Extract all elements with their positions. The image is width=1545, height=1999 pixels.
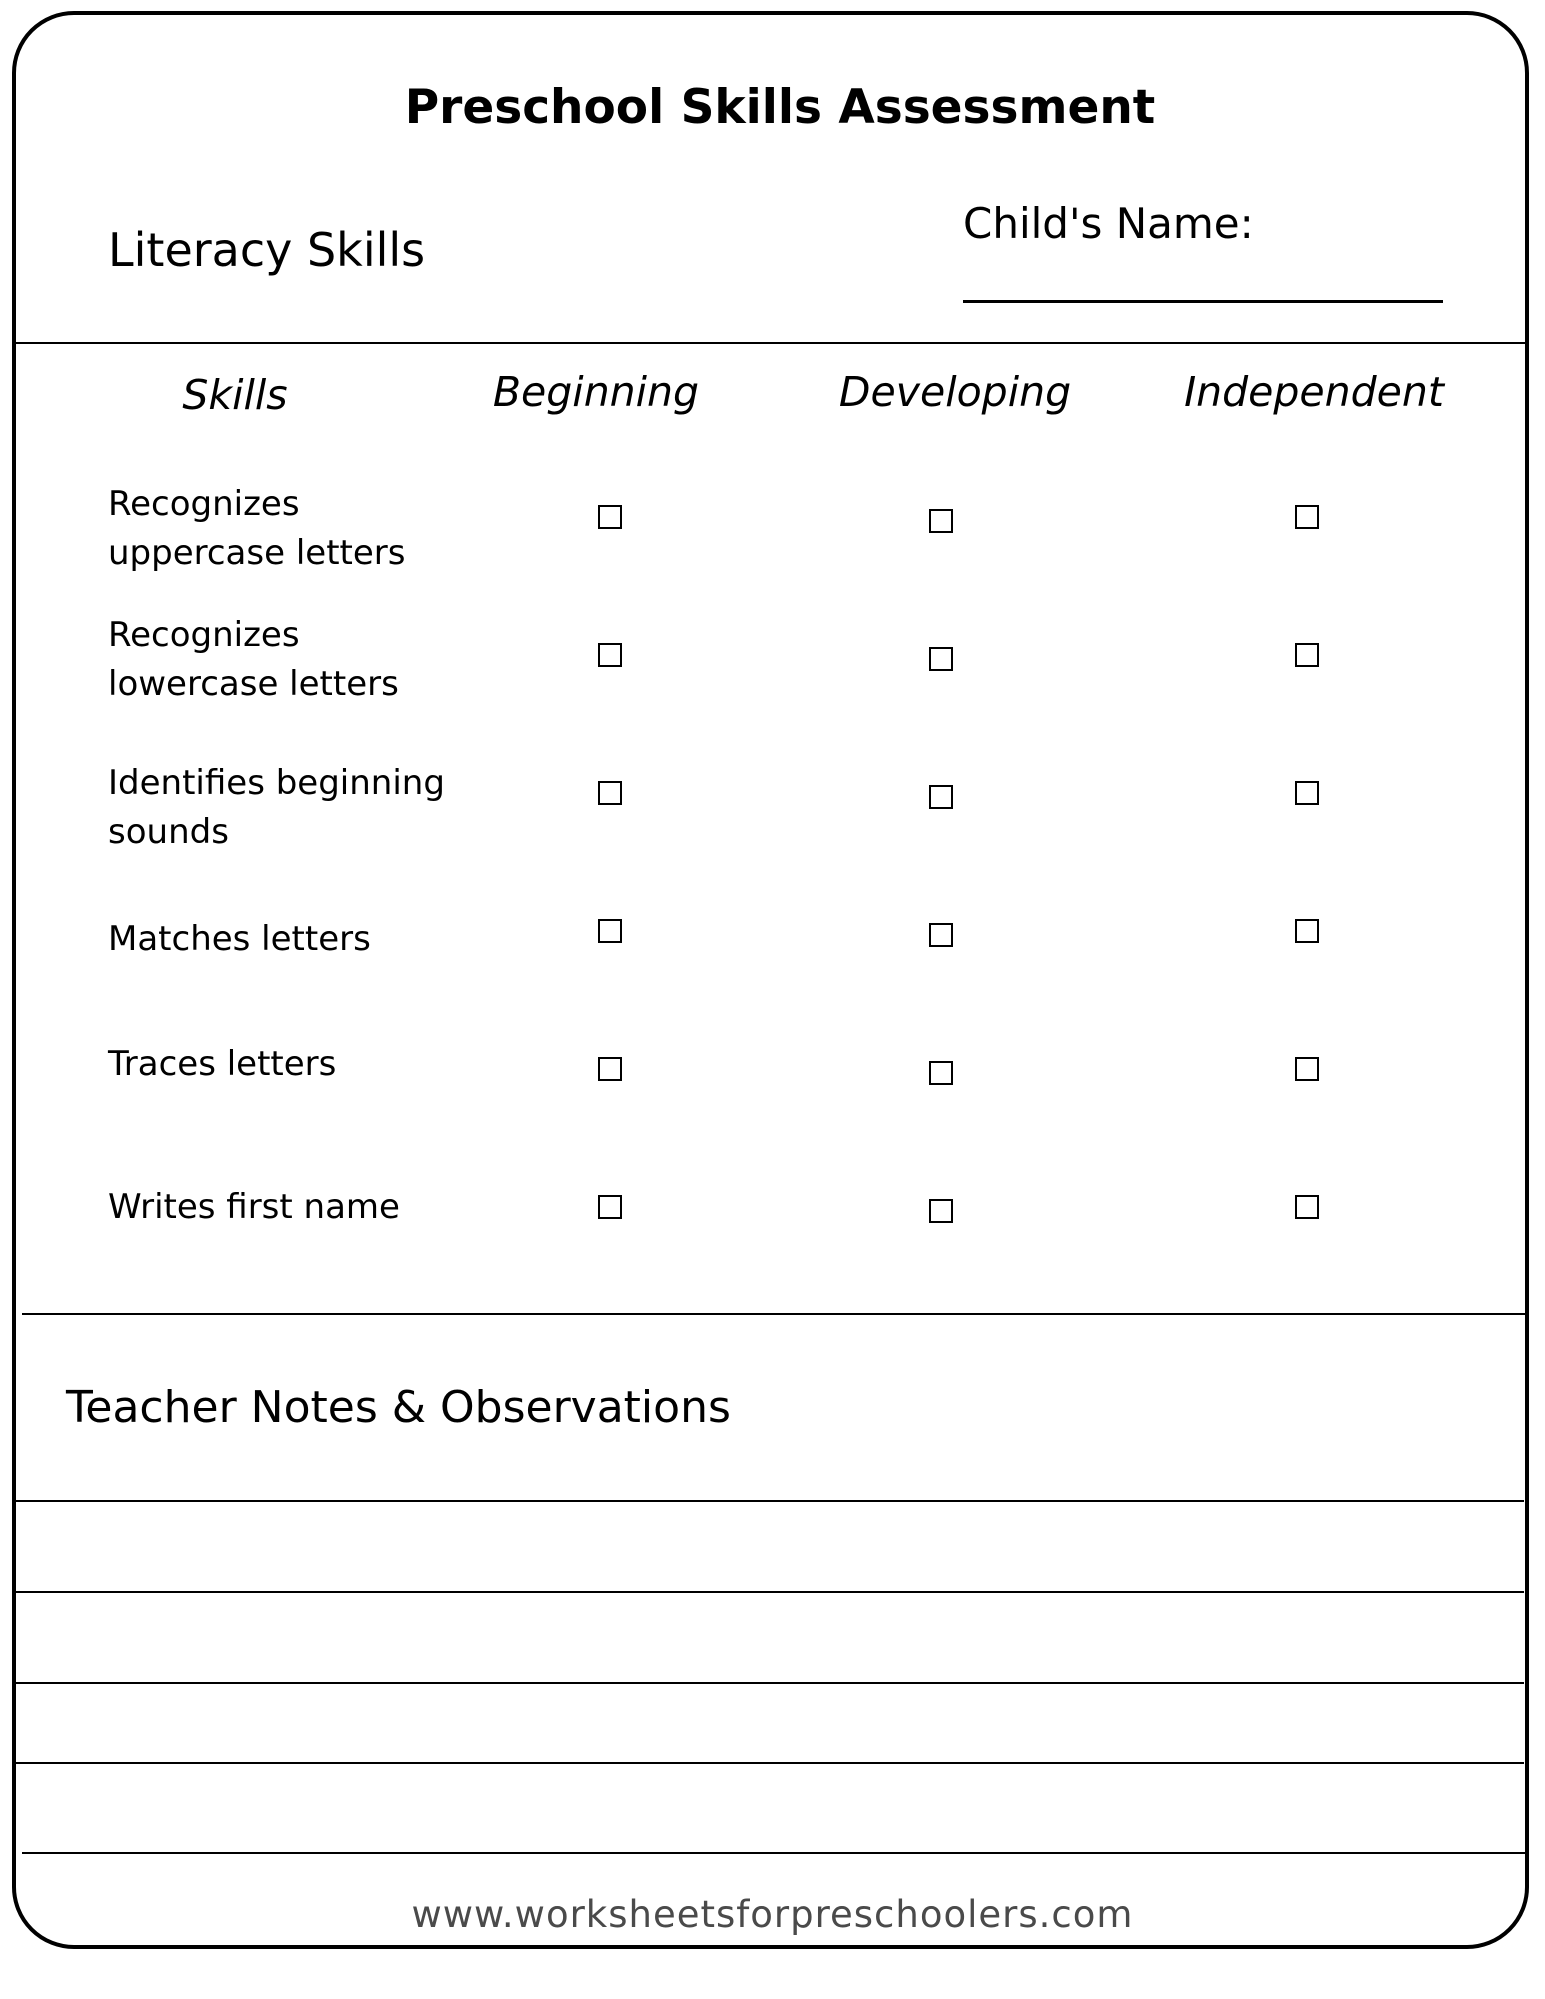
checkbox-lowercase-developing[interactable] bbox=[929, 647, 953, 671]
page-title: Preschool Skills Assessment bbox=[404, 80, 1156, 135]
checkbox-writes-independent[interactable] bbox=[1295, 1195, 1319, 1219]
skill-label-lowercase: Recognizes lowercase letters bbox=[108, 615, 399, 704]
checkbox-uppercase-independent[interactable] bbox=[1295, 505, 1319, 529]
column-header-beginning: Beginning bbox=[492, 368, 700, 416]
checkbox-writes-beginning[interactable] bbox=[598, 1195, 622, 1219]
skill-label-uppercase: Recognizes uppercase letters bbox=[108, 484, 406, 573]
header-divider bbox=[16, 342, 1529, 344]
childs-name-line[interactable] bbox=[963, 300, 1443, 303]
checkbox-lowercase-beginning[interactable] bbox=[598, 643, 622, 667]
column-header-developing: Developing bbox=[838, 368, 1072, 416]
notes-line-2[interactable] bbox=[16, 1591, 1524, 1593]
checkbox-lowercase-independent[interactable] bbox=[1295, 643, 1319, 667]
checkbox-sounds-independent[interactable] bbox=[1295, 781, 1319, 805]
checkbox-sounds-beginning[interactable] bbox=[598, 781, 622, 805]
checkbox-matches-beginning[interactable] bbox=[598, 919, 622, 943]
checkbox-matches-developing[interactable] bbox=[929, 923, 953, 947]
childs-name-label: Child's Name: bbox=[963, 199, 1254, 248]
footer-website: www.worksheetsforpreschoolers.com bbox=[411, 1893, 1134, 1936]
notes-line-5[interactable] bbox=[22, 1852, 1529, 1854]
checkbox-matches-independent[interactable] bbox=[1295, 919, 1319, 943]
notes-line-4[interactable] bbox=[16, 1762, 1524, 1764]
skill-label-matches-letters: Matches letters bbox=[108, 919, 371, 959]
table-bottom-divider bbox=[22, 1313, 1529, 1315]
checkbox-sounds-developing[interactable] bbox=[929, 785, 953, 809]
checkbox-writes-developing[interactable] bbox=[929, 1199, 953, 1223]
column-header-skills: Skills bbox=[182, 371, 288, 419]
section-title: Literacy Skills bbox=[108, 223, 426, 277]
skill-label-beginning-sounds: Identifies beginning sounds bbox=[108, 763, 445, 852]
checkbox-uppercase-beginning[interactable] bbox=[598, 505, 622, 529]
skill-label-writes-name: Writes first name bbox=[108, 1187, 400, 1227]
notes-line-3[interactable] bbox=[16, 1682, 1524, 1684]
column-header-independent: Independent bbox=[1184, 368, 1444, 416]
checkbox-traces-developing[interactable] bbox=[929, 1061, 953, 1085]
checkbox-uppercase-developing[interactable] bbox=[929, 509, 953, 533]
notes-line-1[interactable] bbox=[16, 1500, 1524, 1502]
checkbox-traces-beginning[interactable] bbox=[598, 1057, 622, 1081]
skill-label-traces-letters: Traces letters bbox=[108, 1044, 337, 1084]
notes-title: Teacher Notes & Observations bbox=[66, 1382, 731, 1433]
checkbox-traces-independent[interactable] bbox=[1295, 1057, 1319, 1081]
